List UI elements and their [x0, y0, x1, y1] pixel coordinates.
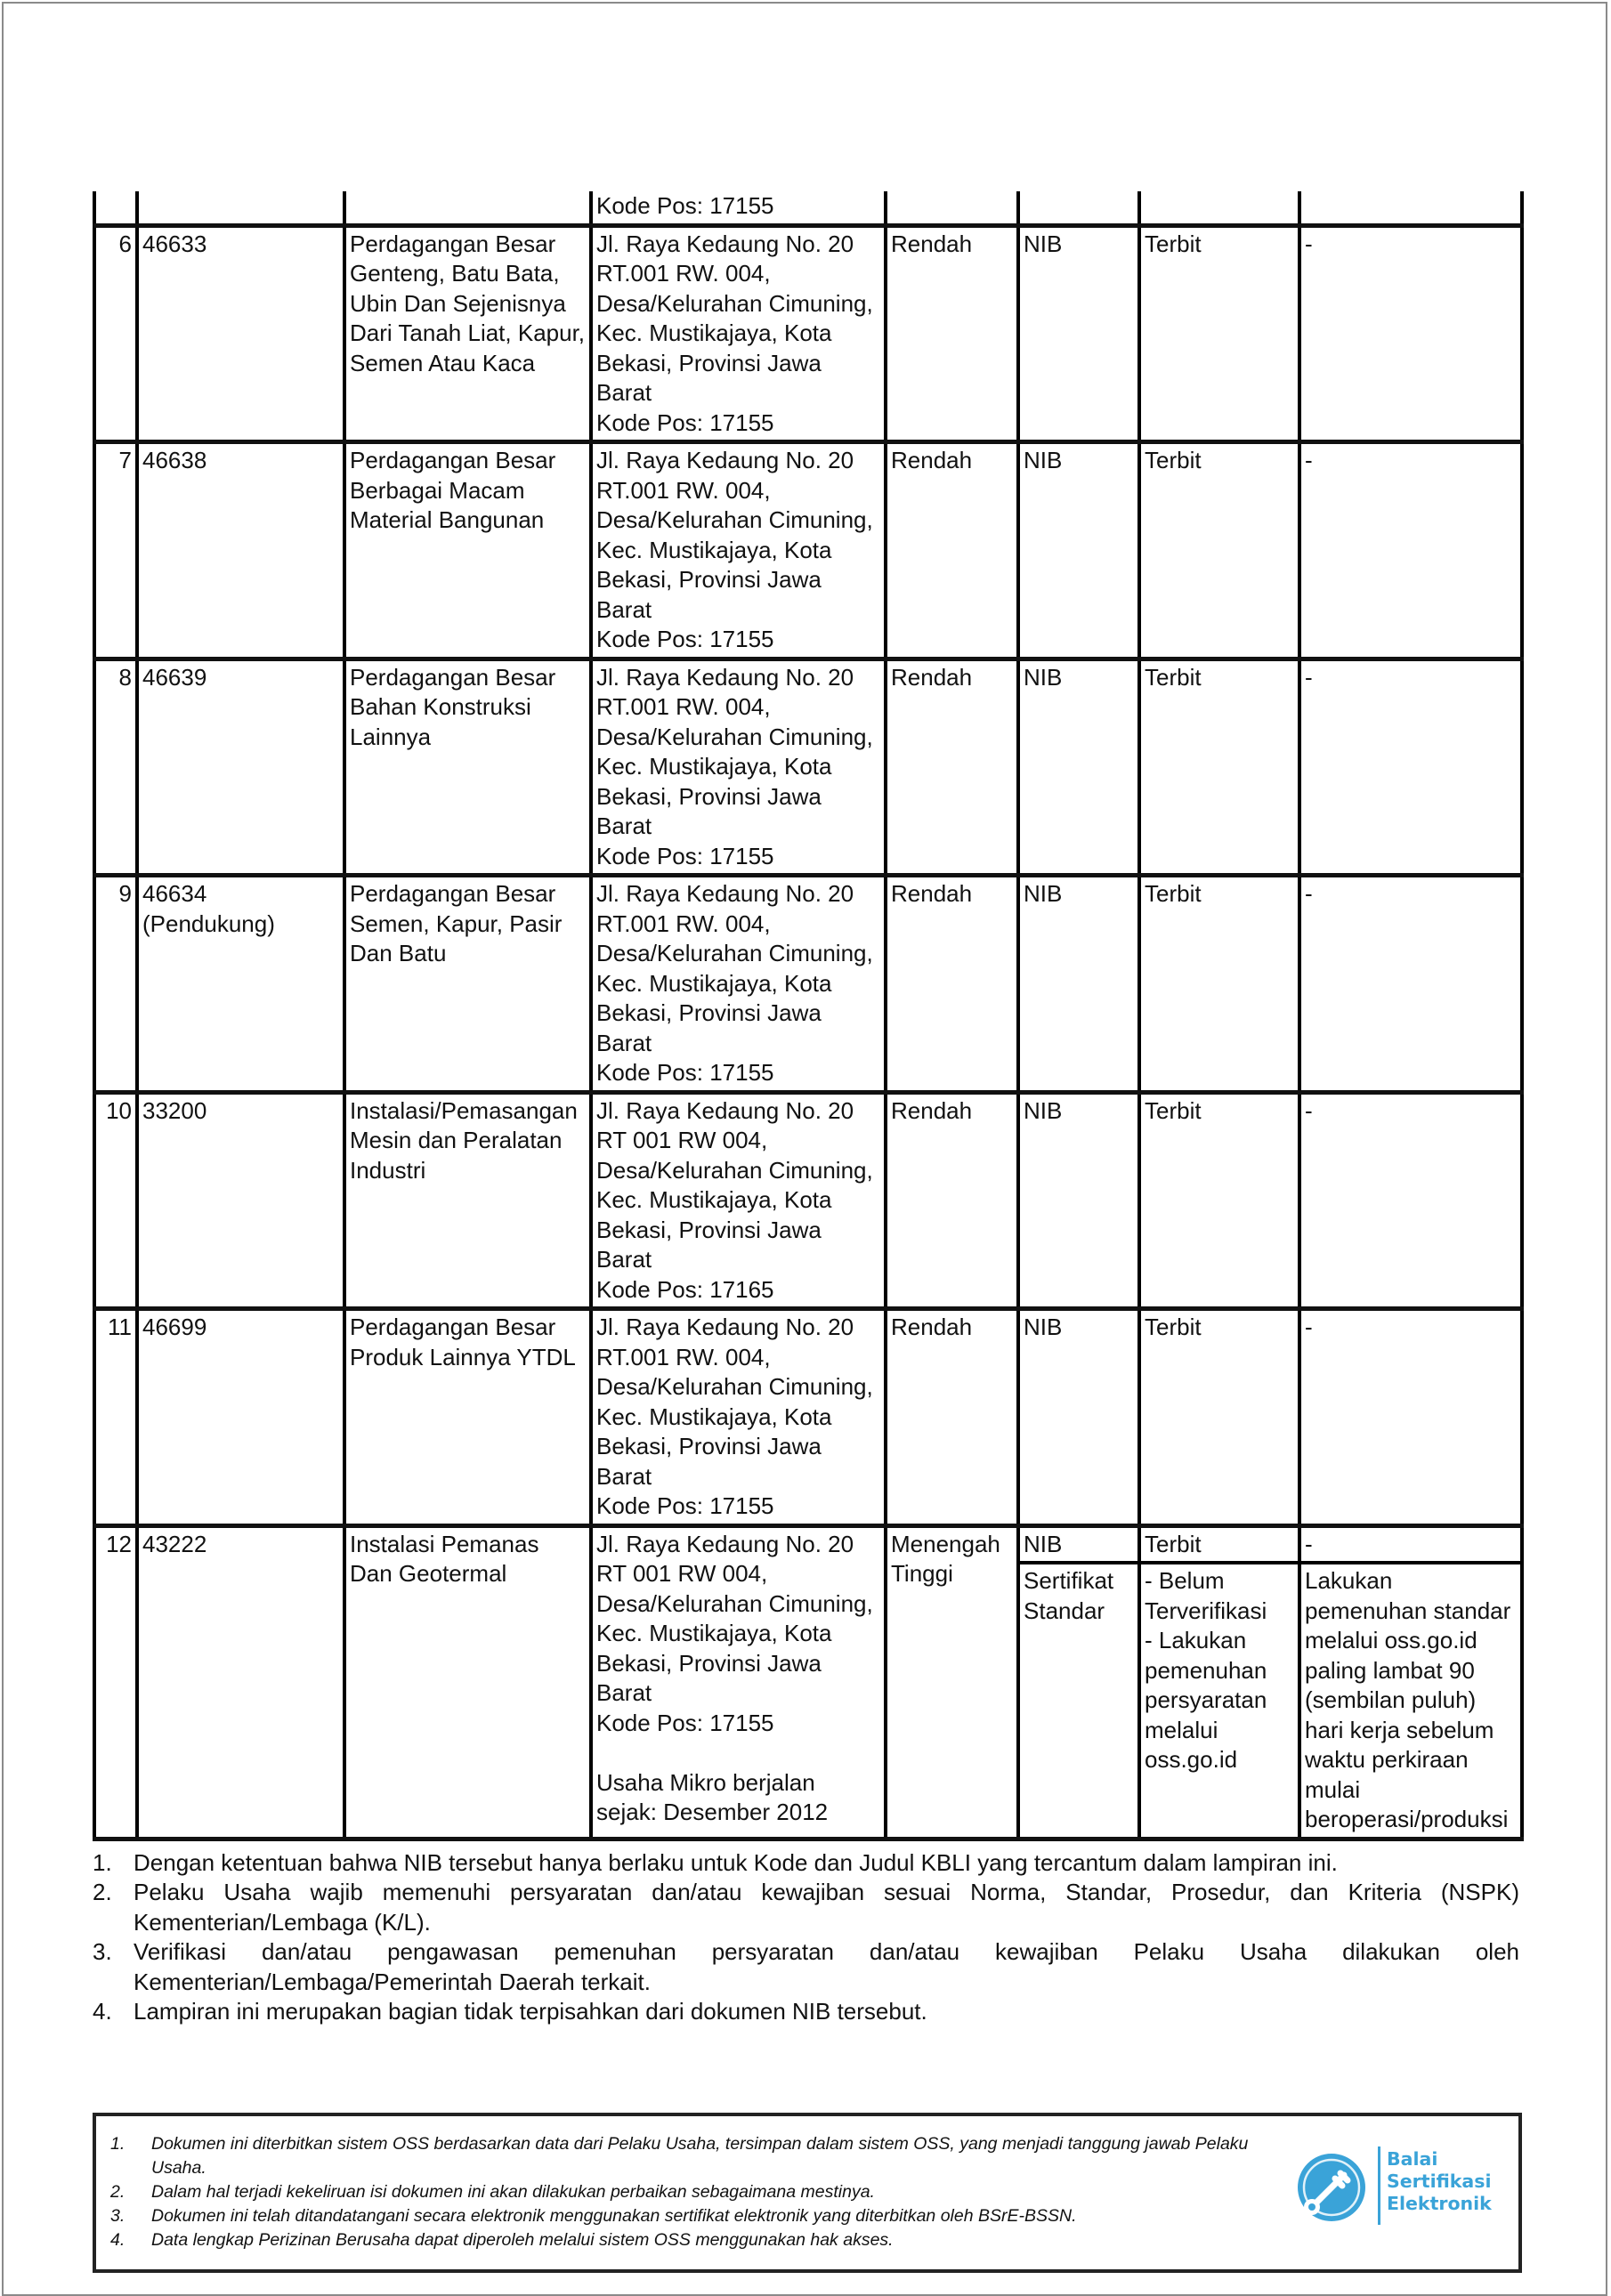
cell-alamat: Jl. Raya Kedaung No. 20 RT.001 RW. 004, Desa/Kelurahan Cimuning, Kec. Mustikajaya, Kota Bekasi, Provinsi Jawa Barat Kode Pos: 17155 — [591, 659, 886, 876]
table-row-12 — [94, 1525, 1522, 1563]
cell-no: 7 — [94, 442, 137, 659]
cell-alamat: Kode Pos: 17155 — [591, 191, 886, 225]
cell-judul: Instalasi Pemanas Dan Geotermal — [344, 1525, 591, 1839]
cell-keterangan: - — [1299, 225, 1522, 442]
cell-status-nib: Terbit — [1139, 1525, 1299, 1563]
cell-keterangan: - — [1299, 1092, 1522, 1309]
table-row — [94, 876, 1522, 1093]
cell-keterangan: - — [1299, 1309, 1522, 1526]
cell-judul: Perdagangan Besar Semen, Kapur, Pasir Dan Batu — [344, 876, 591, 1093]
cell-judul: Perdagangan Besar Genteng, Batu Bata, Ubin Dan Sejenisnya Dari Tanah Liat, Kapur, Semen Atau Kaca — [344, 225, 591, 442]
cell-perizinan: NIB — [1018, 1092, 1139, 1309]
footer-number: 4. — [110, 2229, 125, 2250]
note-item — [93, 1848, 1519, 1879]
cell-kbli: 46639 — [137, 659, 344, 876]
cell-perizinan-sertifikat: Sertifikat Standar — [1018, 1563, 1139, 1839]
footer-text: Dokumen ini diterbitkan sistem OSS berdasarkan data dari Pelaku Usaha, tersimpan dalam sistem OSS, yang menjadi tanggung jawab Pelaku Usaha. — [151, 2133, 1249, 2178]
note-item — [93, 1937, 1519, 1997]
cell-status-sertifikat: - Belum Terverifikasi - Lakukan pemenuhan persyaratan melalui oss.go.id — [1139, 1563, 1299, 1839]
cell-risiko: Rendah — [886, 1309, 1018, 1526]
logo-divider — [1378, 2146, 1380, 2225]
cell-perizinan: NIB — [1018, 1309, 1139, 1526]
cell-judul: Perdagangan Besar Berbagai Macam Material Bangunan — [344, 442, 591, 659]
cell-alamat: Jl. Raya Kedaung No. 20 RT.001 RW. 004, Desa/Kelurahan Cimuning, Kec. Mustikajaya, Kota Bekasi, Provinsi Jawa Barat Kode Pos: 17155 — [591, 225, 886, 442]
cell-no — [94, 191, 137, 225]
table-row — [94, 225, 1522, 442]
note-item — [93, 1997, 1519, 2027]
note-text: Pelaku Usaha wajib memenuhi persyaratan dan/atau kewajiban sesuai Norma, Standar, Prosedur, dan Kriteria (NSPK) Kementerian/Lembaga (K/L). — [134, 1879, 1519, 1936]
cell-no: 8 — [94, 659, 137, 876]
footer-number: 2. — [110, 2181, 125, 2202]
cell-risiko: Menengah Tinggi — [886, 1525, 1018, 1839]
cell-risiko: Rendah — [886, 225, 1018, 442]
cell-keterangan: - — [1299, 442, 1522, 659]
logo-line-2: Sertifikasi — [1387, 2170, 1492, 2192]
cell-status: Terbit — [1139, 1092, 1299, 1309]
note-item — [93, 1878, 1519, 1937]
cell-status: Terbit — [1139, 876, 1299, 1093]
cell-risiko: Rendah — [886, 442, 1018, 659]
cell-keterangan — [1299, 191, 1522, 225]
note-text: Verifikasi dan/atau pengawasan pemenuhan persyaratan dan/atau kewajiban Pelaku Usaha dilakukan oleh Kementerian/Lembaga/Pemerintah Daerah terkait. — [134, 1938, 1519, 1995]
cell-status: Terbit — [1139, 1309, 1299, 1526]
logo-line-1: Balai — [1387, 2147, 1438, 2170]
cell-kbli: 33200 — [137, 1092, 344, 1309]
cell-alamat: Jl. Raya Kedaung No. 20 RT 001 RW 004, Desa/Kelurahan Cimuning, Kec. Mustikajaya, Kota Bekasi, Provinsi Jawa Barat Kode Pos: 17155 Usaha Mikro berjalan sejak: Desember 2012 — [591, 1525, 886, 1839]
footer-text: Dokumen ini telah ditandatangani secara elektronik menggunakan sertifikat elektronik yang diterbitkan oleh BSrE-BSSN. — [151, 2205, 1077, 2226]
note-number: 2. — [93, 1879, 112, 1905]
cell-perizinan — [1018, 191, 1139, 225]
table-row-continued — [94, 191, 1522, 225]
cell-kbli: 46638 — [137, 442, 344, 659]
note-text: Lampiran ini merupakan bagian tidak terpisahkan dari dokumen NIB tersebut. — [134, 1998, 927, 2025]
cell-no: 10 — [94, 1092, 137, 1309]
table-row — [94, 659, 1522, 876]
cell-no: 12 — [94, 1525, 137, 1839]
note-number: 3. — [93, 1938, 112, 1965]
table-row — [94, 442, 1522, 659]
cell-judul: Perdagangan Besar Bahan Konstruksi Lainnya — [344, 659, 591, 876]
cell-keterangan: - — [1299, 659, 1522, 876]
footer-text: Dalam hal terjadi kekeliruan isi dokumen ini akan dilakukan perbaikan sebagaimana mestinya. — [151, 2181, 875, 2202]
footer-item — [110, 2204, 1276, 2228]
cell-no: 9 — [94, 876, 137, 1093]
logo-line-3: Elektronik — [1387, 2192, 1492, 2214]
cell-perizinan: NIB — [1018, 442, 1139, 659]
footer-item — [110, 2228, 1276, 2252]
cell-judul: Perdagangan Besar Produk Lainnya YTDL — [344, 1309, 591, 1526]
table-row — [94, 1309, 1522, 1526]
footer-item — [110, 2132, 1276, 2180]
cell-perizinan: NIB — [1018, 659, 1139, 876]
cell-keterangan-nib: - — [1299, 1525, 1522, 1563]
cell-judul: Instalasi/Pemasangan Mesin dan Peralatan Industri — [344, 1092, 591, 1309]
cell-alamat: Jl. Raya Kedaung No. 20 RT 001 RW 004, Desa/Kelurahan Cimuning, Kec. Mustikajaya, Kota Bekasi, Provinsi Jawa Barat Kode Pos: 17165 — [591, 1092, 886, 1309]
bsre-logo — [1296, 2146, 1501, 2228]
cell-keterangan: - — [1299, 876, 1522, 1093]
cell-status: Terbit — [1139, 659, 1299, 876]
cell-risiko — [886, 191, 1018, 225]
cell-judul — [344, 191, 591, 225]
cell-status: Terbit — [1139, 442, 1299, 659]
cell-keterangan-sertifikat: Lakukan pemenuhan standar melalui oss.go.id paling lambat 90 (sembilan puluh) hari kerja sebelum waktu perkiraan mulai beroperasi/produksi — [1299, 1563, 1522, 1839]
cell-risiko: Rendah — [886, 876, 1018, 1093]
logo-text — [1387, 2148, 1492, 2215]
cell-risiko: Rendah — [886, 659, 1018, 876]
footer-disclaimer-box — [93, 2113, 1522, 2273]
cell-no: 6 — [94, 225, 137, 442]
cell-kbli: 46634 (Pendukung) — [137, 876, 344, 1093]
cell-status — [1139, 191, 1299, 225]
cell-alamat: Jl. Raya Kedaung No. 20 RT.001 RW. 004, Desa/Kelurahan Cimuning, Kec. Mustikajaya, Kota Bekasi, Provinsi Jawa Barat Kode Pos: 17155 — [591, 1309, 886, 1526]
cell-perizinan-nib: NIB — [1018, 1525, 1139, 1563]
cell-no: 11 — [94, 1309, 137, 1526]
footer-item — [110, 2180, 1276, 2204]
cell-kbli: 46633 — [137, 225, 344, 442]
table-row — [94, 1092, 1522, 1309]
notes-list — [93, 1848, 1519, 2027]
cell-kbli: 46699 — [137, 1309, 344, 1526]
note-number: 1. — [93, 1848, 112, 1876]
cell-alamat: Jl. Raya Kedaung No. 20 RT.001 RW. 004, Desa/Kelurahan Cimuning, Kec. Mustikajaya, Kota Bekasi, Provinsi Jawa Barat Kode Pos: 17155 — [591, 876, 886, 1093]
footer-number: 3. — [110, 2205, 125, 2226]
note-number: 4. — [93, 1998, 112, 2025]
cell-perizinan: NIB — [1018, 876, 1139, 1093]
footer-number: 1. — [110, 2133, 125, 2154]
cell-alamat: Jl. Raya Kedaung No. 20 RT.001 RW. 004, Desa/Kelurahan Cimuning, Kec. Mustikajaya, Kota Bekasi, Provinsi Jawa Barat Kode Pos: 17155 — [591, 442, 886, 659]
key-in-circle-icon — [1296, 2152, 1367, 2223]
cell-kbli: 43222 — [137, 1525, 344, 1839]
cell-status: Terbit — [1139, 225, 1299, 442]
cell-kbli — [137, 191, 344, 225]
footer-text: Data lengkap Perizinan Berusaha dapat diperoleh melalui sistem OSS menggunakan hak akses. — [151, 2229, 894, 2250]
note-text: Dengan ketentuan bahwa NIB tersebut hanya berlaku untuk Kode dan Judul KBLI yang tercantum dalam lampiran ini. — [134, 1848, 1338, 1876]
cell-risiko: Rendah — [886, 1092, 1018, 1309]
kbli-table — [93, 191, 1524, 1841]
footer-list — [110, 2132, 1276, 2252]
cell-perizinan: NIB — [1018, 225, 1139, 442]
